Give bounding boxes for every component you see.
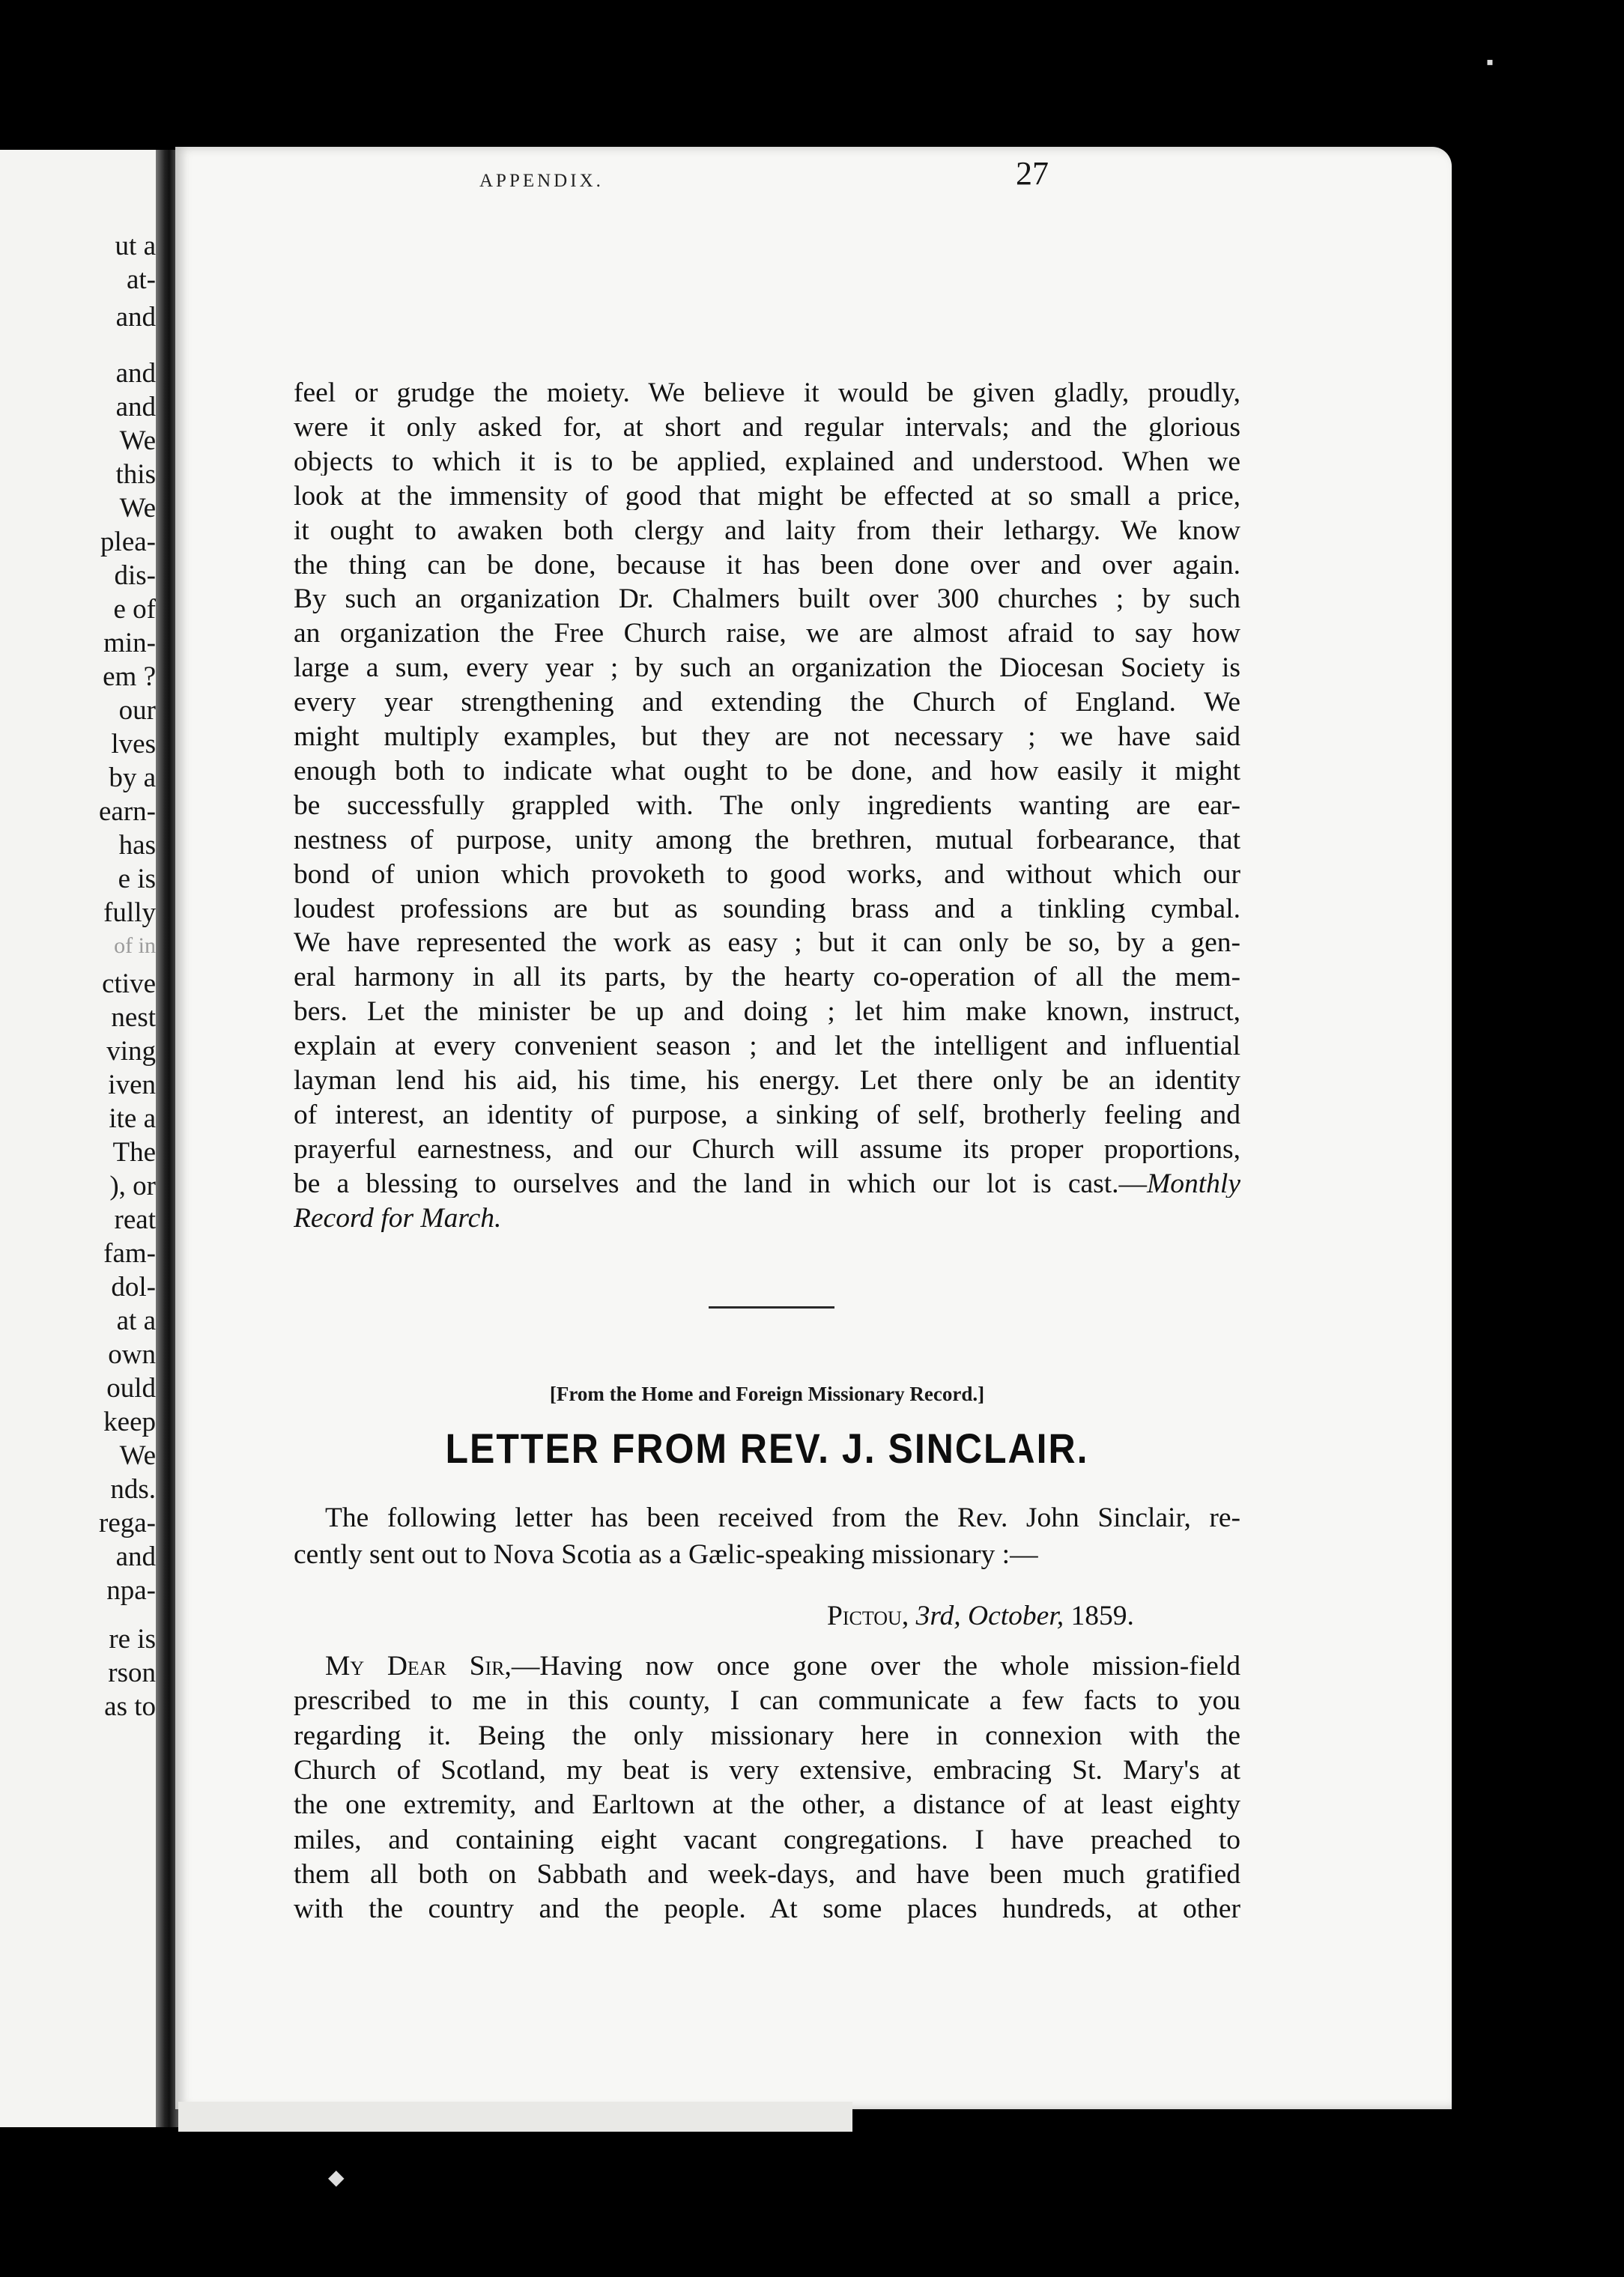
running-head: APPENDIX.	[479, 171, 604, 191]
previous-page-line-fragment: em ?	[103, 661, 156, 692]
previous-page-line-fragment: of in	[114, 933, 156, 958]
previous-page-line-fragment: ctive	[102, 968, 156, 999]
body-line: bers. Let the minister be up and doing ; let him make known, instruct,	[294, 998, 1240, 1026]
body-line: prayerful earnestness, and our Church will assume its proper proportions,	[294, 1135, 1240, 1164]
body-line: it ought to awaken both clergy and laity from their lethargy. We know	[294, 516, 1240, 545]
previous-page-line-fragment: min-	[103, 628, 156, 658]
previous-page-line-fragment: our	[118, 695, 156, 726]
dateline	[827, 1600, 1134, 1632]
letter-line: miles, and containing eight vacant congregations. I have preached to	[294, 1825, 1240, 1854]
previous-page-line-fragment: rega-	[99, 1508, 156, 1538]
dateline-day: 3rd,	[915, 1601, 961, 1631]
page-edge-tab	[178, 2102, 852, 2132]
page-number: 27	[1016, 155, 1049, 192]
previous-page-line-fragment: has	[118, 830, 156, 861]
previous-page-line-fragment: and	[115, 1541, 156, 1572]
previous-page-line-fragment: and	[115, 392, 156, 422]
intro-line: The following letter has been received from the Rev. John Sinclair, re-	[325, 1504, 1240, 1532]
body-line: of interest, an identity of purpose, a sinking of self, brotherly feeling and	[294, 1100, 1240, 1130]
previous-page-line-fragment: keep	[103, 1407, 156, 1437]
previous-page-line-fragment: ut a	[115, 231, 156, 261]
body-line: bond of union which provoketh to good works, and without which our	[294, 860, 1240, 889]
letter-line: My Dear Sir,—Having now once gone over the whole mission-field	[325, 1652, 1240, 1681]
salutation: My Dear Sir,	[325, 1652, 512, 1681]
letter-line: regarding it. Being the only missionary here in connexion with the	[294, 1721, 1240, 1750]
previous-page-line-fragment: at a	[116, 1306, 156, 1336]
previous-page-line-fragment: ving	[106, 1036, 156, 1067]
body-line: were it only asked for, at short and regular intervals; and the glorious	[294, 413, 1240, 442]
body-line: be successfully grappled with. The only ingredients wanting are ear-	[294, 791, 1240, 820]
previous-page-line-fragment: at-	[126, 264, 156, 295]
previous-page-line-fragment: own	[108, 1339, 156, 1370]
article-title: LETTER FROM REV. J. SINCLAIR.	[445, 1425, 1089, 1473]
body-line: layman lend his aid, his time, his energy. Let there only be an identity	[294, 1067, 1240, 1095]
previous-page-line-fragment: and	[115, 302, 156, 333]
previous-page-line-fragment: nds.	[110, 1474, 156, 1505]
previous-page-line-fragment: iven	[108, 1070, 156, 1100]
body-line: feel or grudge the moiety. We believe it would be given gladly, proudly,	[294, 379, 1240, 407]
letter-line: the one extremity, and Earltown at the other, a distance of at least eighty	[294, 1791, 1240, 1819]
body-line: Record for March.	[294, 1204, 502, 1233]
body-line: eral harmony in all its parts, by the hearty co-operation of all the mem-	[294, 963, 1240, 992]
previous-page-line-fragment: ite a	[109, 1103, 156, 1134]
previous-page-line-fragment: ould	[106, 1373, 156, 1404]
body-line: explain at every convenient season ; and let the intelligent and influential	[294, 1032, 1240, 1061]
previous-page-line-fragment: e is	[118, 864, 156, 894]
previous-page-line-fragment: re is	[109, 1624, 156, 1655]
previous-page-line-fragment: npa-	[106, 1575, 156, 1606]
body-line: be a blessing to ourselves and the land in which our lot is cast.—Monthly	[294, 1169, 1240, 1198]
dateline-month: October,	[968, 1601, 1064, 1631]
previous-page-fragment	[0, 150, 166, 2127]
previous-page-line-fragment: fully	[103, 897, 156, 928]
previous-page-line-fragment: dis-	[114, 560, 156, 591]
previous-page-line-fragment: ), or	[109, 1171, 156, 1201]
body-line: every year strengthening and extending the Church of England. We	[294, 688, 1240, 717]
previous-page-line-fragment: fam-	[103, 1238, 156, 1269]
body-line: an organization the Free Church raise, we are almost afraid to say how	[294, 619, 1240, 648]
body-line: enough both to indicate what ought to be done, and how easily it might	[294, 757, 1240, 786]
letter-line: with the country and the people. At some places hundreds, at other	[294, 1895, 1240, 1923]
body-line: the thing can be done, because it has been done over and over again.	[294, 551, 1240, 579]
body-line: nestness of purpose, unity among the brethren, mutual forbearance, that	[294, 825, 1240, 855]
previous-page-line-fragment: lves	[111, 729, 156, 759]
section-rule	[709, 1306, 834, 1309]
previous-page-line-fragment: We	[119, 425, 156, 456]
previous-page-line-fragment: e of	[113, 594, 156, 625]
previous-page-line-fragment: earn-	[99, 796, 156, 827]
body-line: By such an organization Dr. Chalmers built over 300 churches ; by such	[294, 585, 1240, 613]
previous-page-line-fragment: by a	[109, 762, 156, 793]
body-line: large a sum, every year ; by such an organization the Diocesan Society is	[294, 654, 1240, 682]
dateline-place: Pictou,	[827, 1601, 909, 1631]
previous-page-line-fragment: as to	[104, 1691, 156, 1722]
previous-page-line-fragment: plea-	[100, 527, 156, 557]
previous-page-line-fragment: nest	[111, 1002, 156, 1033]
body-line: objects to which it is to be applied, explained and understood. When we	[294, 447, 1240, 476]
scan-speck: ◆	[328, 2166, 345, 2189]
previous-page-line-fragment: and	[115, 358, 156, 389]
body-line: loudest professions are but as sounding brass and a tinkling cymbal.	[294, 894, 1240, 923]
previous-page-line-fragment: The	[112, 1137, 156, 1168]
previous-page-line-fragment: rson	[108, 1658, 156, 1688]
source-note: [From the Home and Foreign Missionary Record.]	[549, 1383, 985, 1405]
body-line: look at the immensity of good that might be effected at so small a price,	[294, 482, 1240, 511]
scan-speck: ▪	[1486, 51, 1494, 74]
letter-line: prescribed to me in this county, I can communicate a few facts to you	[294, 1687, 1240, 1715]
previous-page-line-fragment: this	[115, 459, 156, 490]
body-line: might multiply examples, but they are not necessary ; we have said	[294, 723, 1240, 751]
previous-page-line-fragment: We	[119, 1440, 156, 1471]
letter-line: them all both on Sabbath and week-days, and have been much gratified	[294, 1860, 1240, 1889]
body-line: We have represented the work as easy ; but it can only be so, by a gen-	[294, 929, 1240, 957]
letter-line: Church of Scotland, my beat is very extensive, embracing St. Mary's at	[294, 1756, 1240, 1785]
previous-page-line-fragment: dol-	[111, 1272, 156, 1303]
previous-page-line-fragment: reat	[114, 1204, 156, 1235]
previous-page-line-fragment: We	[119, 493, 156, 524]
intro-line: cently sent out to Nova Scotia as a Gælic-speaking missionary :—	[294, 1541, 1038, 1569]
dateline-year: 1859.	[1070, 1601, 1134, 1631]
